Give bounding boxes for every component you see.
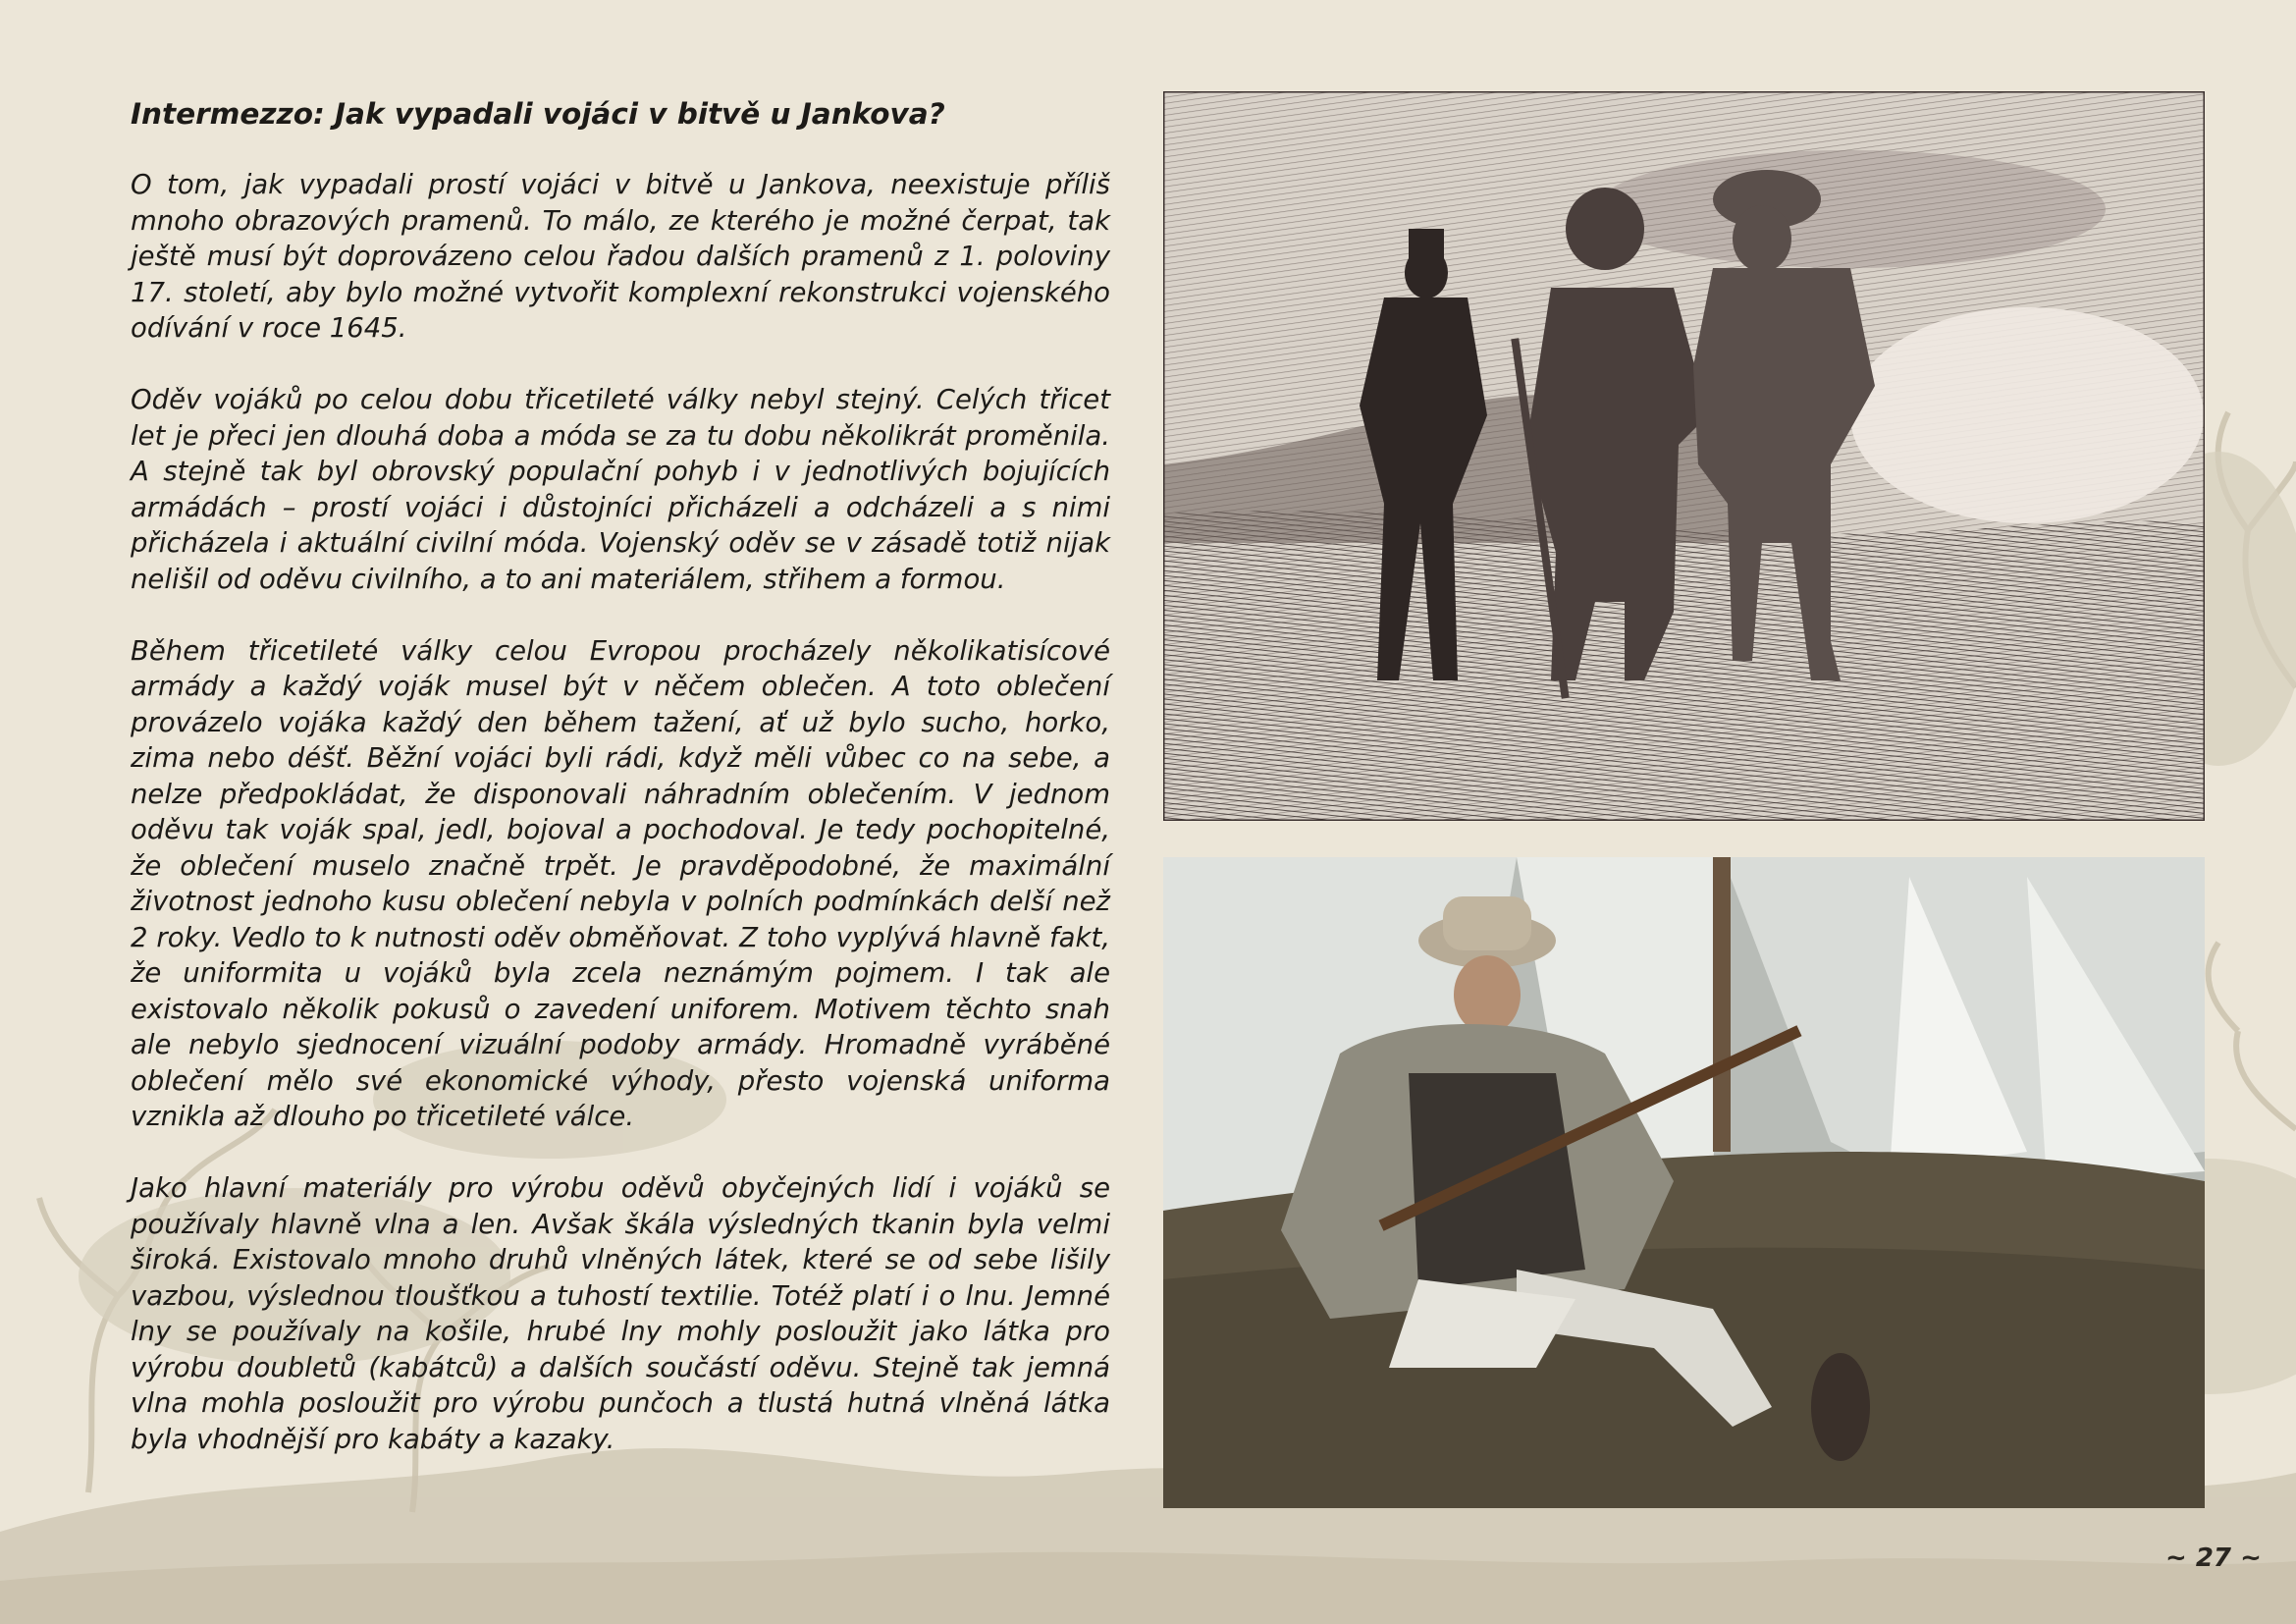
engraving-three-soldiers-image [1163, 91, 2205, 821]
reenactor-musketeer-photo [1163, 857, 2205, 1508]
paragraph-sources: O tom, jak vypadali prostí vojáci v bitvě u Jankova, neexistuje příliš mnoho obrazových pramenů. To málo, ze kterého je možné čerpat, tak ještě musí být doprovázeno celou řadou dalších pramenů z 1. poloviny 17. století, aby bylo možné vytvořit komplexní rekonstrukci vojenského odívání v roce 1645. [131, 169, 1110, 344]
page-number: ~ 27 ~ [2165, 1543, 2262, 1573]
paragraph-clothing-conditions: Během třicetileté války celou Evropou procházely několikatisícové armády a každý voják musel být v něčem oblečen. A toto oblečení provázelo vojáka každý den během tažení, ať už bylo sucho, horko, zima nebo déšť. Běžní vojáci byli rádi, když měli vůbec co na sebe, a nelze předpokládat, že disponovali náhradním oblečením. V jednom oděvu tak voják spal, jedl, bojoval a pochodoval. Je tedy pochopitelné, že oblečení muselo značně trpět. Je pravděpodobné, že maximální životnost jednoho kusu oblečení nebyla v polních podmínkách delší než 2 roky. Vedlo to k nutnosti oděv obměňovat. Z toho vyplývá hlavně fakt, že uniformita u vojáků byla zcela neznámým pojmem. I tak ale existovalo několik pokusů o zavedení uniforem. Motivem těchto snah ale nebylo sjednocení vizuální podoby armády. Hromadně vyráběné oblečení mělo své ekonomické výhody, přesto vojenská uniforma vznikla až dlouho po třicetileté válce. [131, 634, 1110, 1132]
paragraph-fashion: Oděv vojáků po celou dobu třicetileté války nebyl stejný. Celých třicet let je přeci jen dlouhá doba a móda se za tu dobu několikrát proměnila. A stejně tak byl obrovský populační pohyb i v jednotlivých bojujících armádách – prostí vojáci i důstojníci přicházeli a odcházeli a s nimi přicházela i aktuální civilní móda. Vojenský oděv se v zásadě totiž nijak nelišil od oděvu civilního, a to ani materiálem, střihem a formou. [131, 384, 1110, 595]
article-heading: Intermezzo: Jak vypadali vojáci v bitvě u Jankova? [131, 97, 945, 131]
paragraph-materials: Jako hlavní materiály pro výrobu oděvů obyčejných lidí i vojáků se používaly hlavně vlna a len. Avšak škála výsledných tkanin byla velmi široká. Existovalo mnoho druhů vlněných látek, které se od sebe lišily vazbou, výslednou tloušťkou a tuhostí textilie. Totéž platí i o lnu. Jemné lny se používaly na košile, hrubé lny mohly posloužit jako látka pro výrobu doubletů (kabátců) a dalších součástí oděvu. Stejně tak jemná vlna mohla posloužit pro výrobu punčoch a tlustá hutná vlněná látka byla vhodnější pro kabáty a kazaky. [131, 1172, 1110, 1455]
article-text-column [131, 96, 1110, 1493]
